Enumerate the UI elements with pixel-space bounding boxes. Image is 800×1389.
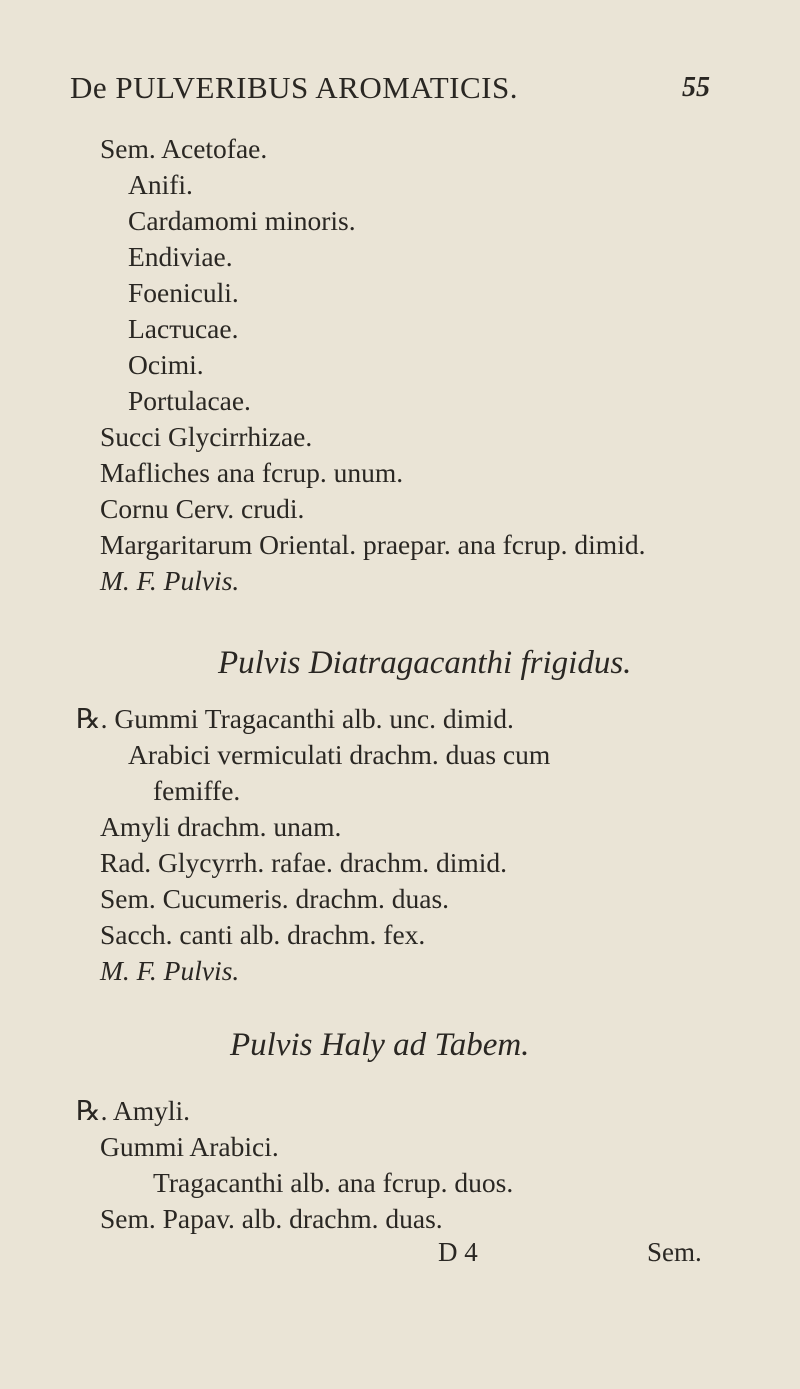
text-line: Laстucae. (128, 313, 239, 344)
catchword: Sem. (647, 1237, 702, 1267)
text-line: Tragacanthi alb. ana fcrup. duos. (153, 1167, 514, 1198)
text-line: Endiviae. (128, 241, 233, 272)
text-line: Ocimi. (128, 349, 204, 380)
recipe-closing: M. F. Pulvis. (100, 955, 240, 986)
text-line: Cornu Cerv. crudi. (100, 493, 305, 524)
text-line: Gummi Arabici. (100, 1131, 279, 1162)
page-number: 55 (682, 72, 710, 103)
section-heading: Pulvis Haly ad Tabem. (230, 1027, 530, 1063)
text-line: Amyli drachm. unam. (100, 811, 342, 842)
recipe-closing: M. F. Pulvis. (100, 565, 240, 596)
text-line: Portulacae. (128, 385, 251, 416)
text-line: Foeniculi. (128, 277, 239, 308)
text-line: Sacch. canti alb. drachm. fex. (100, 919, 426, 950)
text-line: Rad. Glycyrrh. rafae. drachm. dimid. (100, 847, 508, 878)
header-title: De PULVERIBUS AROMATICIS. (70, 70, 518, 105)
text-line: Margaritarum Oriental. praepar. ana fcrup. dimid. (100, 529, 646, 560)
signature-mark: D 4 (438, 1237, 478, 1267)
text-line: Sem. Acetofae. (100, 133, 268, 164)
text-line: Arabici vermiculati drachm. duas cum (128, 739, 551, 770)
text-line: Anifi. (128, 169, 193, 200)
text-line: femiffe. (153, 775, 241, 806)
running-header (70, 70, 710, 114)
text-line: ℞. Gummi Tragacanthi alb. unc. dimid. (76, 703, 514, 734)
text-line: Sem. Papav. alb. drachm. duas. (100, 1203, 443, 1234)
text-line: ℞. Amyli. (76, 1095, 191, 1126)
text-line: Sem. Cucumeris. drachm. duas. (100, 883, 450, 914)
section-heading: Pulvis Diatragacanthi frigidus. (218, 645, 632, 681)
text-line: Mafliches ana fcrup. unum. (100, 457, 404, 488)
text-line: Succi Glycirrhizae. (100, 421, 313, 452)
text-line: Cardamomi minoris. (128, 205, 356, 236)
